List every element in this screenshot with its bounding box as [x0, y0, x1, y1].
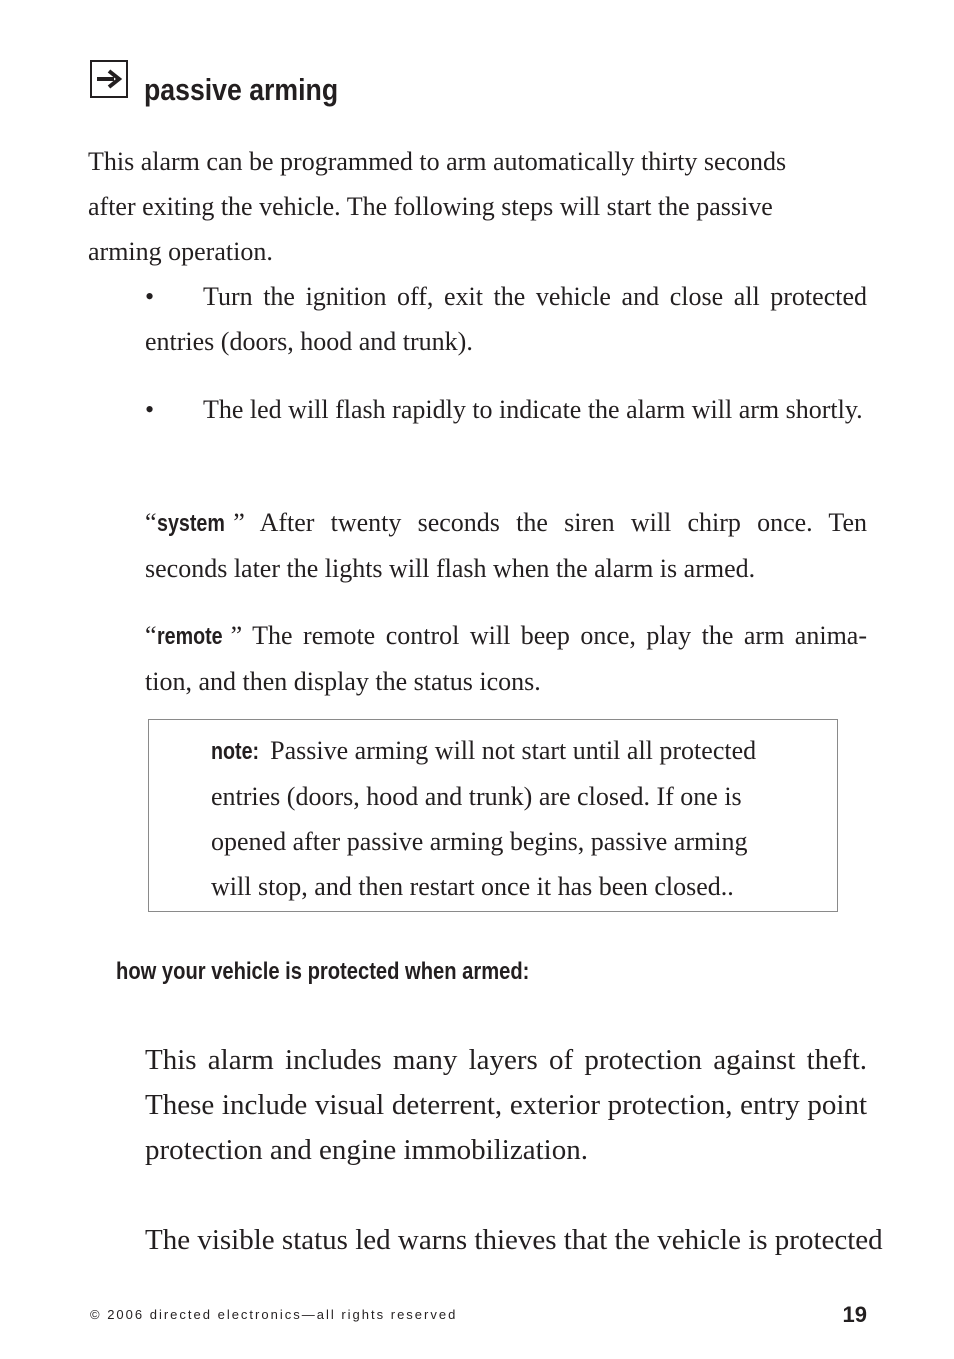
remote-label: remote	[156, 623, 223, 650]
arrow-glyph	[95, 68, 123, 90]
remote-paragraph	[145, 613, 867, 704]
intro-paragraph	[88, 139, 848, 274]
bullet-marker: •	[145, 395, 155, 424]
status-led-paragraph: The visible status led warns thieves that the vehicle is protected	[145, 1224, 883, 1256]
bullet-item	[145, 387, 867, 432]
bullet-text: Turn the ignition off, exit the vehicle and close all protected entries (doors, hood and trunk).	[145, 282, 867, 356]
bullet-text: The led will flash rapidly to indicate the alarm will arm shortly.	[203, 395, 863, 424]
note-label: note:	[211, 738, 260, 765]
protection-heading: how your vehicle is protected when armed:	[116, 958, 530, 985]
system-paragraph	[145, 500, 867, 591]
system-label: system	[156, 510, 225, 537]
page-number: 19	[842, 1302, 867, 1327]
note-line-1	[211, 728, 777, 774]
protection-paragraph: This alarm includes many layers of protection against theft. These include visual deterrent, exterior protection, entry point protection and engine immobilization.	[145, 1044, 867, 1166]
copyright-footer: © 2006 directed electronics—all rights reserved	[90, 1307, 458, 1322]
intro-line-2: after exiting the vehicle. The following steps will start the passive	[88, 192, 773, 221]
section-title: passive arming	[144, 72, 339, 107]
intro-line-1: This alarm can be programmed to arm automatically thirty seconds	[88, 147, 787, 176]
note-line-1-text: Passive arming will not start until all protected	[263, 736, 757, 765]
bullet-item	[145, 274, 867, 364]
open-quote: “	[145, 508, 157, 537]
note-box	[148, 719, 838, 912]
note-line-2: entries (doors, hood and trunk) are closed. If one is	[211, 782, 742, 811]
open-quote: “	[145, 621, 157, 650]
note-text	[211, 728, 777, 909]
arrow-right-icon	[90, 60, 128, 98]
system-text: ” After twenty seconds the siren will chirp once. Ten seconds later the lights will flash when the alarm is armed.	[145, 508, 867, 583]
intro-line-3: arming operation.	[88, 237, 273, 266]
note-line-4: will stop, and then restart once it has been closed..	[211, 872, 734, 901]
note-line-3: opened after passive arming begins, passive arming	[211, 827, 748, 856]
bullet-marker: •	[145, 282, 155, 311]
remote-text: ” The remote control will beep once, play the arm anima-tion, and then display the status icons.	[145, 621, 867, 696]
